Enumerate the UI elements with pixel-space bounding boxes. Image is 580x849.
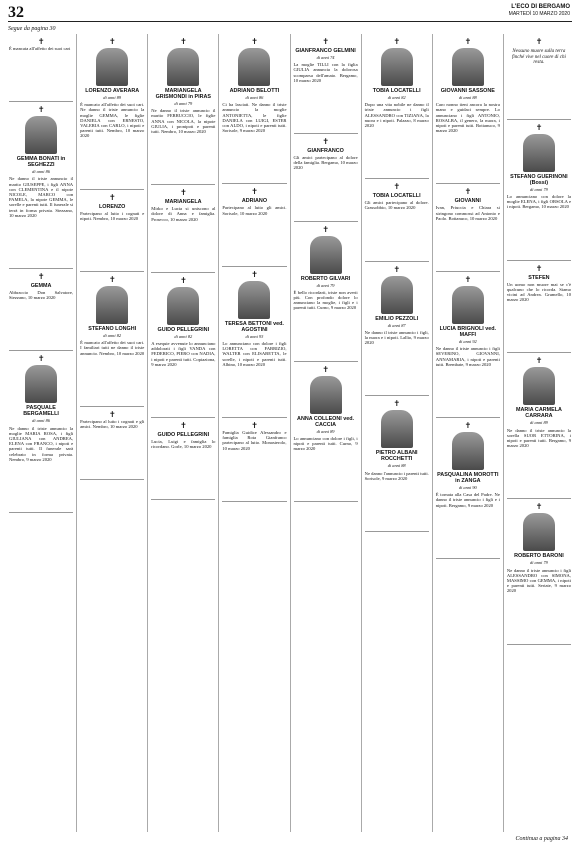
cross-icon: ✝ <box>37 354 45 364</box>
deceased-age: di anni 93 <box>245 333 264 339</box>
portrait-photo <box>523 134 555 172</box>
deceased-age: di anni 90 <box>458 485 477 491</box>
obituary-notice <box>365 262 429 397</box>
notice-spacer <box>151 449 215 495</box>
portrait-photo <box>25 365 57 403</box>
cross-icon: ✝ <box>251 187 258 197</box>
portrait-photo <box>25 116 57 154</box>
deceased-name: STEFANO GUERINONI (Bossi) <box>510 173 568 186</box>
notice-spacer <box>294 451 358 497</box>
obituary-notice <box>9 102 73 269</box>
notice-text: È bello ricordarti, triste non averti più. Con profondo dolore lo annunciano la moglie, i figli e i parenti tutti. Curno, 9 marzo 2020 <box>293 289 358 311</box>
notice-spacer <box>294 83 358 129</box>
cross-icon: ✝ <box>535 122 543 132</box>
notice-spacer <box>436 133 500 179</box>
notice-text: Ivan, Priuccia e Chiara si stringono commossi ad Antonio e Paolo. Bottanuco, 10 marzo 2020 <box>435 205 500 221</box>
notice-spacer <box>9 300 73 346</box>
deceased-name: MARIA CARMELA CARRARA <box>515 407 562 420</box>
deceased-name: EMILIO PEZZOLI <box>375 315 419 322</box>
notice-text: Mirko e Lucia si uniscono al dolore di Anna e famiglia. Prosecco, 10 marzo 2020 <box>151 206 216 222</box>
notice-text: È tornata alla Casa del Padre. Ne danno il triste annuncio i figli e i nipoti. Bergamo, 9 marzo 2020 <box>435 492 500 508</box>
notice-spacer <box>365 345 429 391</box>
cross-icon: ✝ <box>322 224 329 234</box>
deceased-name: STEFEN <box>528 274 550 281</box>
portrait-photo <box>96 286 128 324</box>
notice-text: Ne danno il triste annuncio il marito GIUSEPPE, i figli ANNA con CLEMENTINA e il nipote NICOLE, MARCO con PAMELA, la nipote GEMMA, le sorelle e parenti tutti. Il funerale si terrà in forma privata. Stezzano, 10 marzo 2020 <box>9 176 74 218</box>
notice-text: Famiglia Guidice Alessandro e famiglia Rota Gianfranco partecipano al lutto. Monasterolo, 10 marzo 2020 <box>222 430 287 451</box>
obituary-notice <box>436 272 500 418</box>
notice-text: Caro nonno tieni ancora la nostra mano e guidaci sempre. Lo annunciano i figli ANTONIO, ROSALBA, il genero, la nuora, i nipoti e parenti tutti. Bottanuco, 9 marzo 2020 <box>435 102 500 134</box>
cross-icon: ✝ <box>393 37 401 46</box>
notice-spacer <box>507 210 571 256</box>
deceased-name: MARIANGELA GRISMONDI in PIRAS <box>155 88 212 100</box>
obituary-notice <box>9 269 73 351</box>
notice-spacer <box>507 69 571 115</box>
notice-text: Dopo una vita nobile ne danno il triste annuncio i figli ALESSANDRO con TIZIANA, la nuora e i nipoti. Palazzo, 8 marzo 2020 <box>364 102 429 129</box>
obituary-notice <box>151 418 215 500</box>
cross-icon: ✝ <box>535 263 543 273</box>
portrait-photo <box>310 376 342 414</box>
notice-spacer <box>365 211 429 257</box>
cross-icon: ✝ <box>179 275 187 285</box>
cross-icon: ✝ <box>179 421 187 431</box>
deceased-age: di anni 86 <box>245 95 264 100</box>
obituary-columns <box>6 34 574 832</box>
notice-spacer <box>294 171 358 217</box>
notice-text: Lo annunciano con dolore i figli, i nipoti e parenti tutti. Curno, 9 marzo 2020 <box>293 435 358 452</box>
notice-text: Ne danno l'annuncio i parenti tutti. Sorisole, 9 marzo 2020 <box>364 470 429 481</box>
portrait-photo <box>238 281 270 319</box>
header-rule <box>8 21 572 22</box>
obituary-column <box>77 34 148 832</box>
obituary-column <box>219 34 290 832</box>
deceased-name: LUCIA BRIGNOLI ved. MAFFI <box>439 326 497 339</box>
portrait-photo <box>523 513 555 551</box>
cross-icon: ✝ <box>464 187 472 197</box>
obituary-column <box>504 34 574 832</box>
notice-text: Partecipano al lutto i cognati e gli amici. Nembro, 10 marzo 2020 <box>80 418 145 430</box>
notice-spacer <box>222 216 286 262</box>
deceased-age: di anni 89 <box>530 420 548 426</box>
notice-spacer <box>365 481 429 527</box>
notice-spacer <box>507 448 571 494</box>
cross-icon: ✝ <box>393 182 401 192</box>
notice-text: La moglie TILLI con la figlia GIULIA annuncia la dolorosa scomparsa dell'amato. Bergamo, 10 marzo 2020 <box>293 62 358 83</box>
obituary-notice <box>436 34 500 184</box>
notice-spacer <box>365 128 429 174</box>
obituary-notice <box>507 120 571 261</box>
cross-icon: ✝ <box>179 188 187 198</box>
deceased-name: ROBERTO BARONI <box>514 553 564 560</box>
notice-text: Nessuno muore sulla terra finché vive nel cuore di chi resta. <box>512 49 566 66</box>
cross-icon: ✝ <box>108 275 116 285</box>
deceased-name: GIOVANNI <box>454 198 481 205</box>
obituary-notice <box>151 185 215 273</box>
deceased-name: ANNA COLLEONI ved. CACCIA <box>297 415 355 428</box>
deceased-name: MARIANGELA <box>165 199 202 206</box>
portrait-photo <box>167 287 199 325</box>
cross-icon: ✝ <box>322 137 329 147</box>
deceased-name: GIOVANNI SASSONE <box>440 88 495 94</box>
deceased-age: di anni 82 <box>387 95 406 100</box>
notice-spacer <box>507 302 571 348</box>
deceased-name: TOBIA LOCATELLI <box>372 88 421 94</box>
deceased-name: GEMMA BONATI in SEGHEZZI <box>16 156 66 169</box>
obituary-notice <box>151 273 215 418</box>
cross-icon: ✝ <box>179 37 187 46</box>
deceased-age: di anni 89 <box>103 95 122 100</box>
cross-icon: ✝ <box>464 275 472 285</box>
newspaper-masthead <box>509 4 570 18</box>
cross-icon: ✝ <box>322 364 329 374</box>
notice-text: Lucia, Luigi e famiglia lo ricordano. Gorle, 10 marzo 2020 <box>151 439 216 450</box>
obituary-notice <box>222 34 286 184</box>
deceased-age: di anni 79 <box>316 282 335 288</box>
cross-icon: ✝ <box>251 421 258 431</box>
newspaper-name: L'ECO DI BERGAMO <box>511 4 570 10</box>
obituary-notice <box>436 418 500 559</box>
notice-spacer <box>436 367 500 413</box>
deceased-name: LORENZO AVERARA <box>85 88 140 94</box>
portrait-photo <box>96 48 128 86</box>
notice-text: Gli amici partecipano al dolore. Grassobbio, 10 marzo 2020 <box>364 200 429 211</box>
deceased-name: GUIDO PELLEGRINI <box>157 326 210 333</box>
cross-icon: ✝ <box>37 37 45 46</box>
notice-spacer <box>436 221 500 267</box>
notice-spacer <box>80 429 144 475</box>
portrait-photo <box>523 367 555 405</box>
cross-icon: ✝ <box>37 272 45 282</box>
obituary-notice <box>294 222 358 362</box>
obituary-notice <box>365 179 429 261</box>
deceased-age: di anni 86 <box>32 169 50 175</box>
cross-icon: ✝ <box>108 192 116 202</box>
obituary-notice <box>9 34 73 102</box>
notice-spacer <box>222 451 286 497</box>
deceased-name: TOBIA LOCATELLI <box>372 193 421 200</box>
deceased-name: LORENZO <box>99 203 126 210</box>
obituary-notice <box>222 418 286 502</box>
continued-on-label: Continua a pagina 34 <box>515 836 568 842</box>
cross-icon: ✝ <box>108 409 116 419</box>
cross-icon: ✝ <box>251 269 258 279</box>
notice-text: Ne danno il triste annuncio la sorella SUOR ETTORINA, i nipoti e parenti tutti. Bergamo, 9 marzo 2020 <box>506 427 571 449</box>
obituary-notice <box>365 34 429 179</box>
issue-date: MARTEDÌ 10 MARZO 2020 <box>508 11 570 17</box>
notice-text: Gli amici partecipano al dolore della famiglia. Bergamo, 10 marzo 2020 <box>293 155 358 171</box>
obituary-notice <box>294 362 358 503</box>
obituary-notice <box>294 134 358 222</box>
obituary-column <box>148 34 219 832</box>
cross-icon: ✝ <box>464 421 472 431</box>
cross-icon: ✝ <box>251 37 258 46</box>
deceased-age: di anni 82 <box>174 333 193 339</box>
portrait-photo <box>452 286 484 324</box>
deceased-name: GIANFRANCO <box>307 148 344 155</box>
notice-text: Ci ha lasciati. Ne danno il triste annuncio la moglie ANTONIETTA, le figlie DANIELA con LUIGI, ESTER con ALDO, i nipoti e parenti tutti. Sorisole, 9 marzo 2020 <box>222 102 287 134</box>
notice-spacer <box>151 222 215 268</box>
cross-icon: ✝ <box>37 105 45 115</box>
notice-spacer <box>222 367 286 413</box>
deceased-age: di anni 82 <box>103 333 122 339</box>
notice-text: Abbraccio Don Salvatore, Stezzano, 10 marzo 2020 <box>9 290 74 301</box>
cross-icon: ✝ <box>393 264 401 274</box>
deceased-name: ADRIANO <box>241 198 268 205</box>
notice-spacer <box>9 51 73 97</box>
obituary-notice <box>507 261 571 354</box>
notice-text: Ne danno il triste annuncio i figli ALESSANDRO con SIMONA, MASSIMO con GEMMA, i nipoti e parenti tutti. Seriate, 9 marzo 2020 <box>506 567 571 594</box>
notice-text: Ne danno il triste annuncio la moglie MARIA ROSA, i figli GIULIANA con ANDREA, ELENA con FRANCO, i nipoti e parenti tutti. Il funerale sarà celebrato in forma privata. Nembro, 9 marzo 2020 <box>9 425 74 462</box>
page-number: 32 <box>8 4 24 21</box>
cross-icon: ✝ <box>108 37 116 46</box>
notice-text: È mancato all'affetto dei suoi cari. I familiari tutti ne danno il triste annuncio. Nembro, 10 marzo 2020 <box>80 340 145 356</box>
notice-text: Un uomo non muore mai se c'è qualcuno che lo ricorda. Siamo vicini ad Andrea. Grumello, 10 marzo 2020 <box>506 281 571 303</box>
deceased-name: PASQUALINA MOROTTI in ZANGA <box>437 472 499 485</box>
continued-from-label: Segue da pagina 30 <box>8 26 56 32</box>
notice-spacer <box>9 462 73 508</box>
portrait-photo <box>167 48 199 86</box>
notice-spacer <box>80 356 144 402</box>
deceased-age: di anni 74 <box>316 55 335 60</box>
notice-text: Lo annunciano con dolore i figli LORETTA con FABRIZIO, WALTER con ELISABETTA, le sorelle, i nipoti e parenti tutti. Albino, 10 marzo 2020 <box>222 341 287 367</box>
deceased-name: GUIDO PELLEGRINI <box>157 432 210 439</box>
portrait-photo <box>381 48 413 86</box>
cross-icon: ✝ <box>464 37 472 46</box>
notice-spacer <box>9 218 73 264</box>
notice-text: Partecipano al lutto i cognati e nipoti. Nembro, 10 marzo 2020 <box>80 210 145 221</box>
notice-spacer <box>151 367 215 413</box>
deceased-age: di anni 89 <box>316 428 335 434</box>
obituary-notice <box>9 351 73 513</box>
notice-text: È mancato all'affetto dei suoi cari. Ne danno il triste annuncio la moglie GEMMA, le figlie DANIELA con ERNESTO, VALERIA con CARLO, i nipoti e parenti tutti. Nembro, 10 marzo 2020 <box>80 102 145 139</box>
obituary-column <box>6 34 77 832</box>
obituary-notice <box>151 34 215 185</box>
deceased-age: di anni 92 <box>458 339 477 345</box>
notice-text: Ne danno il triste annuncio i figli, la nuora e i nipoti. Lallio, 9 marzo 2020 <box>364 329 429 346</box>
obituary-notice <box>80 34 144 190</box>
deceased-name: TERESA BETTONI ved. AGOSTINI <box>224 320 284 333</box>
notice-spacer <box>80 221 144 267</box>
deceased-age: di anni 79 <box>530 560 548 566</box>
portrait-photo <box>452 432 484 470</box>
obituary-notice <box>80 407 144 480</box>
obituary-notice <box>365 396 429 532</box>
obituary-notice <box>80 190 144 272</box>
notice-text: Ne danno il triste annuncio il marito FERRUCCIO, le figlie ANNA con NICOLA, la nipote GIULIA, i pronipoti e parenti tutti. Nembro, 10 marzo 2020 <box>151 108 216 135</box>
notice-text: Ne danno il triste annuncio i figli SEVERINO, GIOVANNI, ANNAMARIA, i nipoti e parenti tutti. Brembate, 9 marzo 2020 <box>435 346 500 367</box>
cross-icon: ✝ <box>322 37 329 46</box>
obituary-notice <box>222 184 286 266</box>
obituary-column <box>362 34 433 832</box>
notice-spacer <box>294 311 358 357</box>
portrait-photo <box>381 410 413 448</box>
deceased-age: di anni 88 <box>458 95 477 100</box>
obituary-notice <box>222 267 286 418</box>
notice-text: Lo annunciano con dolore la moglie ELENA, i figli ORSOLA e i nipoti. Bergamo, 10 marzo 2020 <box>506 193 571 210</box>
notice-text: A esequie avvenute lo annunciano addolorati i figli VANDA con FEDERICO, PIERO con NADIA, i nipoti e parenti tutti. Copiaziona, 9 marzo 2020 <box>151 341 216 367</box>
obituary-column <box>291 34 362 832</box>
deceased-age: di anni 87 <box>387 322 406 328</box>
obituary-notice <box>294 34 358 134</box>
obituary-notice <box>436 184 500 272</box>
deceased-name: ROBERTO GILVARI <box>300 275 351 282</box>
portrait-photo <box>310 236 342 274</box>
deceased-age: di anni 79 <box>174 101 193 106</box>
cross-icon: ✝ <box>535 356 543 366</box>
cross-icon: ✝ <box>535 37 543 46</box>
deceased-name: PASQUALE BERGAMELLI <box>23 405 59 418</box>
cross-icon: ✝ <box>535 502 543 512</box>
deceased-name: GIANFRANCO GELMINI <box>295 48 356 54</box>
portrait-photo <box>381 276 413 314</box>
notice-spacer <box>436 508 500 554</box>
notice-spacer <box>151 134 215 180</box>
cross-icon: ✝ <box>393 399 401 409</box>
notice-text: È mancata all'affetto dei suoi cari <box>9 46 71 51</box>
deceased-name: PIETRO ALBANI ROCCHETTI <box>375 450 418 463</box>
obituary-notice <box>507 353 571 499</box>
portrait-photo <box>238 48 270 86</box>
deceased-age: di anni 86 <box>32 418 50 424</box>
page-header <box>0 0 580 24</box>
deceased-name: GEMMA <box>30 283 52 290</box>
notice-spacer <box>222 133 286 179</box>
deceased-age: di anni 88 <box>387 463 406 469</box>
deceased-age: di anni 79 <box>530 186 548 192</box>
obituary-notice <box>507 34 571 120</box>
notice-spacer <box>80 139 144 185</box>
notice-spacer <box>507 594 571 640</box>
notice-text: Partecipano al lutto gli amici. Sorisole, 10 marzo 2020 <box>222 205 287 216</box>
deceased-name: ADRIANO BELOTTI <box>229 88 280 94</box>
deceased-name: STEFANO LONGHI <box>88 326 137 333</box>
obituary-notice <box>507 499 571 644</box>
obituary-notice <box>80 272 144 407</box>
obituary-column <box>433 34 504 832</box>
portrait-photo <box>452 48 484 86</box>
